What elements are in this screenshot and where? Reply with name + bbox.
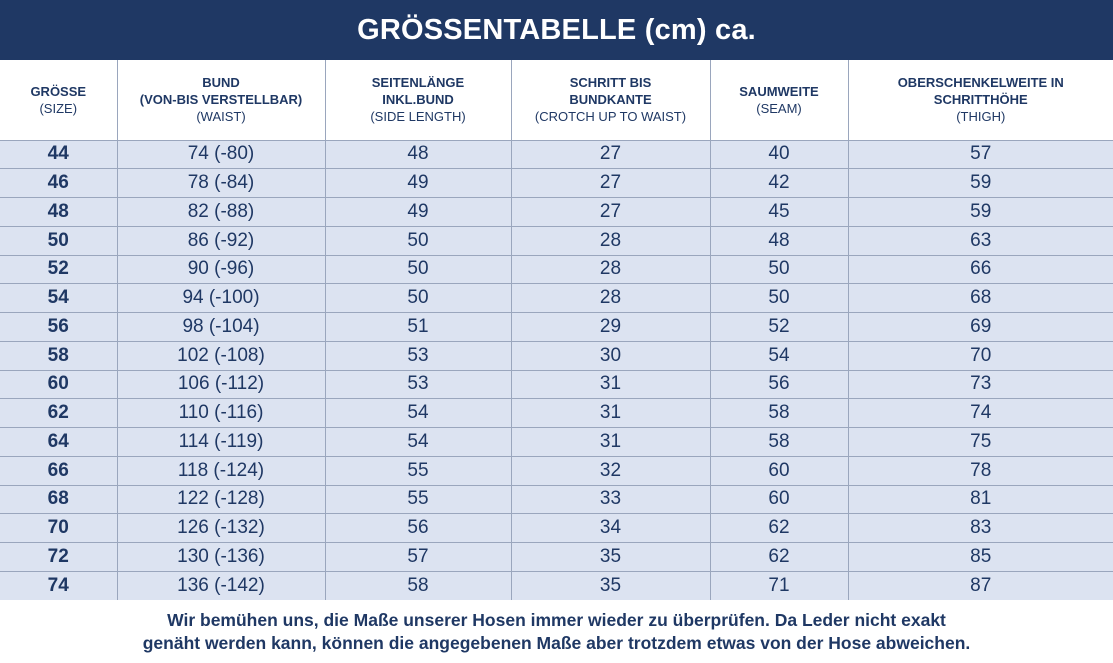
- table-cell: 73: [848, 370, 1113, 399]
- table-cell: 66: [0, 456, 117, 485]
- table-row: [0, 485, 1113, 514]
- table-cell: 34: [511, 514, 710, 543]
- table-cell: 57: [848, 140, 1113, 169]
- table-cell: 66: [848, 255, 1113, 284]
- table-cell: 50: [325, 255, 511, 284]
- table-cell: 28: [511, 255, 710, 284]
- size-table: [0, 60, 1113, 601]
- table-row: [0, 543, 1113, 572]
- table-cell: 32: [511, 456, 710, 485]
- table-cell: 74: [0, 571, 117, 600]
- table-cell: 50: [325, 226, 511, 255]
- table-cell: 35: [511, 543, 710, 572]
- table-cell: 28: [511, 284, 710, 313]
- table-cell: 48: [0, 198, 117, 227]
- table-cell: 62: [710, 514, 848, 543]
- table-row: [0, 370, 1113, 399]
- table-cell: 52: [0, 255, 117, 284]
- table-cell: 71: [710, 571, 848, 600]
- table-cell: 40: [710, 140, 848, 169]
- table-cell: 114 (-119): [117, 428, 325, 457]
- table-cell: 83: [848, 514, 1113, 543]
- footer-note: [0, 600, 1113, 663]
- table-cell: 72: [0, 543, 117, 572]
- table-cell: 53: [325, 370, 511, 399]
- table-cell: 50: [0, 226, 117, 255]
- column-header: [710, 60, 848, 140]
- table-row: [0, 514, 1113, 543]
- table-cell: 64: [0, 428, 117, 457]
- column-header: [511, 60, 710, 140]
- table-cell: 63: [848, 226, 1113, 255]
- table-cell: 50: [710, 255, 848, 284]
- table-cell: 54: [710, 341, 848, 370]
- column-header-sublabel: (SIDE LENGTH): [370, 109, 466, 125]
- table-cell: 82 (-88): [117, 198, 325, 227]
- column-header-sublabel: (CROTCH UP TO WAIST): [534, 109, 687, 125]
- table-cell: 27: [511, 169, 710, 198]
- column-header: [848, 60, 1113, 140]
- table-cell: 86 (-92): [117, 226, 325, 255]
- table-cell: 50: [710, 284, 848, 313]
- table-cell: 90 (-96): [117, 255, 325, 284]
- table-row: [0, 399, 1113, 428]
- table-cell: 78 (-84): [117, 169, 325, 198]
- table-cell: 54: [325, 428, 511, 457]
- table-cell: 81: [848, 485, 1113, 514]
- table-cell: 56: [325, 514, 511, 543]
- table-cell: 28: [511, 226, 710, 255]
- table-cell: 56: [0, 313, 117, 342]
- table-cell: 54: [325, 399, 511, 428]
- table-cell: 98 (-104): [117, 313, 325, 342]
- table-cell: 52: [710, 313, 848, 342]
- table-cell: 126 (-132): [117, 514, 325, 543]
- table-cell: 102 (-108): [117, 341, 325, 370]
- table-cell: 59: [848, 198, 1113, 227]
- table-row: [0, 198, 1113, 227]
- table-cell: 70: [848, 341, 1113, 370]
- column-header-sublabel: (SIZE): [39, 100, 78, 116]
- table-cell: 48: [325, 140, 511, 169]
- table-cell: 49: [325, 169, 511, 198]
- table-cell: 87: [848, 571, 1113, 600]
- table-cell: 68: [848, 284, 1113, 313]
- table-cell: 62: [0, 399, 117, 428]
- table-cell: 58: [710, 428, 848, 457]
- table-cell: 48: [710, 226, 848, 255]
- table-cell: 75: [848, 428, 1113, 457]
- table-cell: 53: [325, 341, 511, 370]
- table-row: [0, 226, 1113, 255]
- table-row: [0, 571, 1113, 600]
- table-row: [0, 284, 1113, 313]
- column-header-label: BUND (VON-BIS VERSTELLBAR): [139, 75, 303, 108]
- table-cell: 35: [511, 571, 710, 600]
- table-cell: 118 (-124): [117, 456, 325, 485]
- page-title: GRÖSSENTABELLE (cm) ca.: [0, 0, 1113, 60]
- table-cell: 62: [710, 543, 848, 572]
- table-row: [0, 140, 1113, 169]
- table-header: [0, 60, 1113, 140]
- table-row: [0, 341, 1113, 370]
- column-header-label: SEITENLÄNGE INKL.BUND: [371, 75, 465, 108]
- table-cell: 27: [511, 140, 710, 169]
- table-cell: 136 (-142): [117, 571, 325, 600]
- table-cell: 110 (-116): [117, 399, 325, 428]
- header-row: [0, 60, 1113, 140]
- table-cell: 46: [0, 169, 117, 198]
- column-header: [325, 60, 511, 140]
- table-cell: 30: [511, 341, 710, 370]
- table-cell: 49: [325, 198, 511, 227]
- table-cell: 56: [710, 370, 848, 399]
- table-cell: 94 (-100): [117, 284, 325, 313]
- column-header-sublabel: (THIGH): [956, 109, 1006, 125]
- column-header-sublabel: (SEAM): [756, 100, 802, 116]
- table-body: [0, 140, 1113, 600]
- table-cell: 58: [325, 571, 511, 600]
- table-cell: 50: [325, 284, 511, 313]
- table-cell: 60: [710, 485, 848, 514]
- table-row: [0, 428, 1113, 457]
- table-cell: 31: [511, 428, 710, 457]
- table-cell: 59: [848, 169, 1113, 198]
- table-cell: 122 (-128): [117, 485, 325, 514]
- table-cell: 70: [0, 514, 117, 543]
- table-row: [0, 255, 1113, 284]
- table-cell: 68: [0, 485, 117, 514]
- table-cell: 58: [0, 341, 117, 370]
- column-header-label: SAUMWEITE: [739, 83, 819, 99]
- table-cell: 44: [0, 140, 117, 169]
- table-row: [0, 313, 1113, 342]
- table-cell: 55: [325, 485, 511, 514]
- table-cell: 55: [325, 456, 511, 485]
- table-cell: 51: [325, 313, 511, 342]
- table-cell: 106 (-112): [117, 370, 325, 399]
- table-cell: 78: [848, 456, 1113, 485]
- column-header: [117, 60, 325, 140]
- table-cell: 58: [710, 399, 848, 428]
- footer-line-2: genäht werden kann, können die angegebenen Maße aber trotzdem etwas von der Hose abweichen.: [142, 632, 971, 653]
- table-cell: 60: [0, 370, 117, 399]
- column-header-label: SCHRITT BIS BUNDKANTE: [569, 75, 652, 108]
- table-cell: 74: [848, 399, 1113, 428]
- column-header: [0, 60, 117, 140]
- table-cell: 27: [511, 198, 710, 227]
- table-cell: 29: [511, 313, 710, 342]
- table-row: [0, 456, 1113, 485]
- column-header-label: OBERSCHENKELWEITE IN SCHRITTHÖHE: [897, 75, 1064, 108]
- footer-line-1: Wir bemühen uns, die Maße unserer Hosen immer wieder zu überprüfen. Da Leder nicht exakt: [167, 609, 946, 630]
- table-cell: 54: [0, 284, 117, 313]
- column-header-label: GRÖSSE: [30, 83, 87, 99]
- table-cell: 33: [511, 485, 710, 514]
- table-cell: 31: [511, 370, 710, 399]
- table-cell: 74 (-80): [117, 140, 325, 169]
- table-cell: 31: [511, 399, 710, 428]
- table-cell: 85: [848, 543, 1113, 572]
- table-cell: 130 (-136): [117, 543, 325, 572]
- table-row: [0, 169, 1113, 198]
- table-cell: 42: [710, 169, 848, 198]
- column-header-sublabel: (WAIST): [196, 109, 246, 125]
- table-cell: 69: [848, 313, 1113, 342]
- table-cell: 57: [325, 543, 511, 572]
- table-cell: 45: [710, 198, 848, 227]
- table-cell: 60: [710, 456, 848, 485]
